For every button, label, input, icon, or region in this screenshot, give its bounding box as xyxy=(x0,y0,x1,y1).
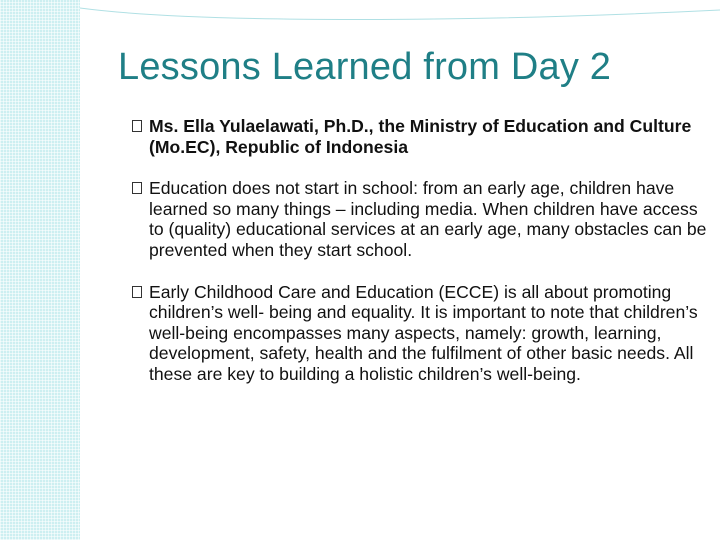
square-bullet-icon xyxy=(132,182,142,194)
bullet-text: Early Childhood Care and Education (ECCE) is all about promoting children’s well- being and equality. It is important to note that children’s well-being encompasses many aspects, namely: growth, learning, development, safety, health and the fulfilment of other basic needs. All these are key to building a holistic children’s well-being. xyxy=(149,281,698,384)
bullet-list xyxy=(130,116,710,385)
decorative-side-band xyxy=(0,0,80,540)
bullet-item-speaker xyxy=(130,116,710,157)
bullet-item-education xyxy=(130,178,710,260)
bullet-text: Education does not start in school: from an early age, children have learned so many things – including media. When children have access to (quality) educational services at an early age, many obstacles can be prevented when they start school. xyxy=(149,178,707,260)
square-bullet-icon xyxy=(132,120,142,132)
slide-title: Lessons Learned from Day 2 xyxy=(118,46,612,88)
bullet-item-ecce xyxy=(130,282,710,385)
square-bullet-icon xyxy=(132,286,142,298)
bullet-text: Ms. Ella Yulaelawati, Ph.D., the Ministry of Education and Culture (Mo.EC), Republic of Indonesia xyxy=(149,116,692,157)
